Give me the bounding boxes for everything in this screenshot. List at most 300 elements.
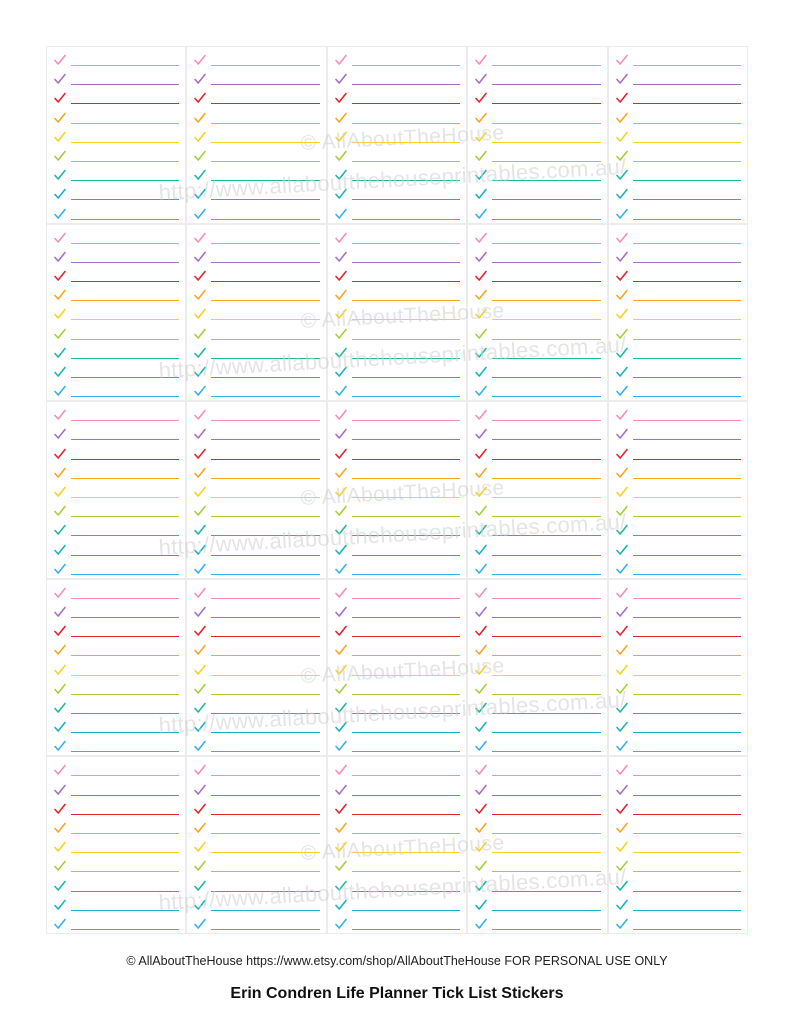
checkmark-icon (474, 605, 488, 619)
writing-line (492, 775, 600, 776)
copyright-note: © AllAboutTheHouse https://www.etsy.com/shop/AllAboutTheHouse FOR PERSONAL USE ONLY (126, 954, 668, 968)
checkmark-icon (193, 231, 207, 245)
tick-line (53, 53, 179, 73)
checkmark-icon (53, 365, 67, 379)
tick-line (474, 187, 600, 207)
writing-line (71, 891, 179, 892)
checkmark-icon (474, 187, 488, 201)
checkmark-icon (474, 269, 488, 283)
writing-line (492, 497, 600, 498)
tick-list-sticker (327, 579, 467, 757)
writing-line (71, 598, 179, 599)
tick-line (53, 91, 179, 111)
watermark-url: http://www.allaboutthehouseprintables.com.au/ (158, 331, 628, 383)
checkmark-icon (53, 427, 67, 441)
checkmark-icon (334, 605, 348, 619)
tick-line (193, 72, 319, 92)
checkmark-icon (474, 111, 488, 125)
checkmark-icon (615, 447, 629, 461)
tick-line (334, 643, 460, 663)
tick-line (474, 250, 600, 270)
tick-line (53, 643, 179, 663)
tick-line (474, 365, 600, 385)
tick-line (53, 72, 179, 92)
tick-line (334, 91, 460, 111)
tick-line (53, 427, 179, 447)
checkmark-icon (474, 250, 488, 264)
checkmark-icon (615, 207, 629, 221)
tick-list-sticker (46, 46, 186, 224)
tick-list-sticker (608, 401, 748, 579)
tick-line (334, 898, 460, 918)
tick-line (53, 763, 179, 783)
checkmark-icon (474, 917, 488, 931)
writing-line (71, 84, 179, 85)
tick-line (615, 466, 741, 486)
writing-line (352, 65, 460, 66)
checkmark-icon (193, 187, 207, 201)
checkmark-icon (53, 149, 67, 163)
checkmark-icon (474, 643, 488, 657)
sticker-sheet (46, 46, 748, 934)
writing-line (71, 852, 179, 853)
tick-line (193, 288, 319, 308)
writing-line (633, 142, 741, 143)
tick-line (53, 466, 179, 486)
tick-line (474, 682, 600, 702)
tick-line (53, 327, 179, 347)
writing-line (71, 339, 179, 340)
tick-line (193, 586, 319, 606)
tick-line (474, 466, 600, 486)
checkmark-icon (53, 898, 67, 912)
tick-list-sticker (467, 224, 607, 402)
tick-line (334, 231, 460, 251)
writing-line (352, 636, 460, 637)
checkmark-icon (615, 427, 629, 441)
tick-line (53, 288, 179, 308)
checkmark-icon (615, 327, 629, 341)
checkmark-icon (53, 307, 67, 321)
tick-line (193, 130, 319, 150)
writing-line (71, 377, 179, 378)
writing-line (211, 751, 319, 752)
writing-line (71, 243, 179, 244)
tick-line (193, 802, 319, 822)
checkmark-icon (474, 231, 488, 245)
checkmark-icon (193, 523, 207, 537)
writing-line (352, 871, 460, 872)
tick-line (474, 408, 600, 428)
writing-line (211, 439, 319, 440)
tick-line (334, 53, 460, 73)
writing-line (492, 262, 600, 263)
checkmark-icon (53, 840, 67, 854)
writing-line (71, 535, 179, 536)
checkmark-icon (53, 91, 67, 105)
tick-line (334, 821, 460, 841)
checkmark-icon (334, 821, 348, 835)
tick-line (334, 269, 460, 289)
writing-line (633, 439, 741, 440)
checkmark-icon (53, 111, 67, 125)
writing-line (211, 871, 319, 872)
tick-line (615, 187, 741, 207)
tick-line (53, 917, 179, 937)
writing-line (492, 439, 600, 440)
writing-line (352, 339, 460, 340)
tick-line (53, 485, 179, 505)
tick-line (193, 307, 319, 327)
checkmark-icon (193, 466, 207, 480)
tick-line (193, 269, 319, 289)
writing-line (352, 795, 460, 796)
tick-line (193, 250, 319, 270)
checkmark-icon (474, 663, 488, 677)
checkmark-icon (474, 168, 488, 182)
tick-line (334, 586, 460, 606)
tick-line (193, 168, 319, 188)
checkmark-icon (474, 720, 488, 734)
writing-line (71, 300, 179, 301)
checkmark-icon (53, 168, 67, 182)
writing-line (71, 123, 179, 124)
tick-line (474, 307, 600, 327)
tick-line (334, 543, 460, 563)
tick-line (334, 408, 460, 428)
checkmark-icon (193, 111, 207, 125)
writing-line (71, 871, 179, 872)
writing-line (633, 319, 741, 320)
writing-line (492, 655, 600, 656)
writing-line (71, 180, 179, 181)
tick-line (334, 72, 460, 92)
tick-line (193, 643, 319, 663)
writing-line (211, 535, 319, 536)
tick-line (193, 149, 319, 169)
tick-line (474, 485, 600, 505)
checkmark-icon (615, 187, 629, 201)
checkmark-icon (474, 307, 488, 321)
tick-line (615, 586, 741, 606)
checkmark-icon (334, 859, 348, 873)
writing-line (71, 675, 179, 676)
tick-line (53, 701, 179, 721)
tick-line (615, 859, 741, 879)
tick-line (334, 763, 460, 783)
tick-line (615, 763, 741, 783)
writing-line (492, 814, 600, 815)
writing-line (211, 617, 319, 618)
writing-line (633, 751, 741, 752)
writing-line (211, 713, 319, 714)
checkmark-icon (474, 562, 488, 576)
writing-line (211, 910, 319, 911)
tick-list-sticker (186, 401, 326, 579)
tick-list-sticker (186, 756, 326, 934)
writing-line (633, 180, 741, 181)
checkmark-icon (53, 269, 67, 283)
watermark-copyright: © AllAboutTheHouse (300, 298, 506, 333)
writing-line (71, 833, 179, 834)
writing-line (211, 358, 319, 359)
writing-line (352, 199, 460, 200)
tick-list-sticker (467, 756, 607, 934)
checkmark-icon (334, 288, 348, 302)
checkmark-icon (193, 840, 207, 854)
tick-line (474, 898, 600, 918)
checkmark-icon (615, 605, 629, 619)
writing-line (492, 103, 600, 104)
writing-line (211, 319, 319, 320)
checkmark-icon (334, 663, 348, 677)
checkmark-icon (334, 917, 348, 931)
writing-line (352, 497, 460, 498)
writing-line (211, 795, 319, 796)
writing-line (211, 180, 319, 181)
writing-line (633, 655, 741, 656)
writing-line (352, 617, 460, 618)
watermark-copyright: © AllAboutTheHouse (300, 831, 506, 866)
checkmark-icon (53, 130, 67, 144)
writing-line (71, 103, 179, 104)
writing-line (492, 910, 600, 911)
writing-line (211, 281, 319, 282)
writing-line (71, 814, 179, 815)
tick-line (334, 111, 460, 131)
writing-line (633, 497, 741, 498)
tick-line (474, 91, 600, 111)
tick-line (53, 408, 179, 428)
tick-line (334, 504, 460, 524)
writing-line (633, 420, 741, 421)
tick-line (474, 288, 600, 308)
tick-line (334, 447, 460, 467)
writing-line (211, 636, 319, 637)
checkmark-icon (474, 504, 488, 518)
tick-line (615, 149, 741, 169)
writing-line (492, 65, 600, 66)
writing-line (211, 775, 319, 776)
checkmark-icon (53, 720, 67, 734)
checkmark-icon (53, 250, 67, 264)
checkmark-icon (53, 859, 67, 873)
tick-line (474, 720, 600, 740)
checkmark-icon (615, 288, 629, 302)
writing-line (71, 459, 179, 460)
checkmark-icon (615, 231, 629, 245)
writing-line (492, 852, 600, 853)
tick-line (334, 427, 460, 447)
tick-line (53, 663, 179, 683)
tick-line (334, 485, 460, 505)
writing-line (492, 516, 600, 517)
writing-line (492, 751, 600, 752)
writing-line (71, 929, 179, 930)
tick-line (615, 408, 741, 428)
checkmark-icon (615, 879, 629, 893)
checkmark-icon (615, 91, 629, 105)
tick-line (53, 821, 179, 841)
checkmark-icon (53, 605, 67, 619)
checkmark-icon (193, 485, 207, 499)
writing-line (352, 142, 460, 143)
writing-line (492, 694, 600, 695)
tick-line (193, 682, 319, 702)
tick-line (334, 187, 460, 207)
tick-line (474, 346, 600, 366)
writing-line (633, 535, 741, 536)
tick-line (193, 365, 319, 385)
checkmark-icon (615, 111, 629, 125)
tick-line (474, 269, 600, 289)
checkmark-icon (193, 605, 207, 619)
writing-line (633, 243, 741, 244)
tick-line (193, 720, 319, 740)
checkmark-icon (474, 763, 488, 777)
tick-line (193, 840, 319, 860)
writing-line (211, 732, 319, 733)
tick-list-sticker (46, 224, 186, 402)
checkmark-icon (334, 802, 348, 816)
writing-line (492, 358, 600, 359)
checkmark-icon (193, 408, 207, 422)
checkmark-icon (334, 365, 348, 379)
tick-line (334, 859, 460, 879)
checkmark-icon (334, 543, 348, 557)
writing-line (352, 161, 460, 162)
checkmark-icon (474, 384, 488, 398)
checkmark-icon (193, 783, 207, 797)
writing-line (633, 459, 741, 460)
checkmark-icon (615, 269, 629, 283)
tick-line (474, 523, 600, 543)
writing-line (352, 123, 460, 124)
tick-line (334, 327, 460, 347)
page-title: Erin Condren Life Planner Tick List Stickers (230, 985, 564, 1002)
checkmark-icon (193, 802, 207, 816)
checkmark-icon (615, 346, 629, 360)
writing-line (71, 751, 179, 752)
writing-line (211, 199, 319, 200)
tick-line (615, 663, 741, 683)
tick-list-sticker (46, 401, 186, 579)
checkmark-icon (193, 586, 207, 600)
tick-list-sticker (608, 756, 748, 934)
writing-line (633, 891, 741, 892)
checkmark-icon (53, 663, 67, 677)
checkmark-icon (334, 682, 348, 696)
checkmark-icon (53, 72, 67, 86)
writing-line (352, 478, 460, 479)
checkmark-icon (334, 879, 348, 893)
writing-line (211, 243, 319, 244)
writing-line (352, 219, 460, 220)
tick-line (53, 269, 179, 289)
checkmark-icon (53, 207, 67, 221)
writing-line (633, 775, 741, 776)
tick-line (53, 149, 179, 169)
checkmark-icon (193, 346, 207, 360)
writing-line (492, 478, 600, 479)
writing-line (633, 84, 741, 85)
checkmark-icon (193, 701, 207, 715)
checkmark-icon (193, 130, 207, 144)
tick-list-sticker (608, 46, 748, 224)
checkmark-icon (53, 701, 67, 715)
writing-line (492, 929, 600, 930)
writing-line (71, 396, 179, 397)
tick-line (334, 523, 460, 543)
tick-line (615, 269, 741, 289)
writing-line (352, 396, 460, 397)
tick-line (615, 523, 741, 543)
tick-line (474, 72, 600, 92)
checkmark-icon (53, 327, 67, 341)
writing-line (492, 199, 600, 200)
checkmark-icon (53, 562, 67, 576)
checkmark-icon (193, 663, 207, 677)
checkmark-icon (334, 307, 348, 321)
writing-line (352, 300, 460, 301)
writing-line (211, 339, 319, 340)
watermark-copyright: © AllAboutTheHouse (300, 654, 506, 688)
checkmark-icon (334, 250, 348, 264)
checkmark-icon (474, 898, 488, 912)
writing-line (211, 574, 319, 575)
writing-line (352, 655, 460, 656)
tick-line (334, 879, 460, 899)
tick-line (615, 365, 741, 385)
checkmark-icon (193, 207, 207, 221)
checkmark-icon (53, 466, 67, 480)
writing-line (352, 103, 460, 104)
tick-line (615, 543, 741, 563)
writing-line (211, 516, 319, 517)
writing-line (492, 555, 600, 556)
checkmark-icon (193, 562, 207, 576)
writing-line (352, 598, 460, 599)
tick-line (53, 605, 179, 625)
tick-list-sticker (327, 401, 467, 579)
checkmark-icon (474, 72, 488, 86)
tick-line (193, 111, 319, 131)
tick-list-sticker (327, 756, 467, 934)
writing-line (211, 891, 319, 892)
writing-line (211, 459, 319, 460)
writing-line (492, 161, 600, 162)
checkmark-icon (615, 802, 629, 816)
writing-line (211, 300, 319, 301)
tick-line (334, 168, 460, 188)
tick-line (474, 763, 600, 783)
writing-line (211, 396, 319, 397)
writing-line (492, 339, 600, 340)
tick-line (334, 701, 460, 721)
tick-line (474, 447, 600, 467)
checkmark-icon (334, 586, 348, 600)
checkmark-icon (474, 840, 488, 854)
writing-line (492, 795, 600, 796)
tick-line (615, 898, 741, 918)
checkmark-icon (615, 307, 629, 321)
tick-line (334, 840, 460, 860)
tick-line (193, 408, 319, 428)
tick-line (193, 821, 319, 841)
tick-line (334, 365, 460, 385)
writing-line (71, 65, 179, 66)
tick-line (334, 663, 460, 683)
